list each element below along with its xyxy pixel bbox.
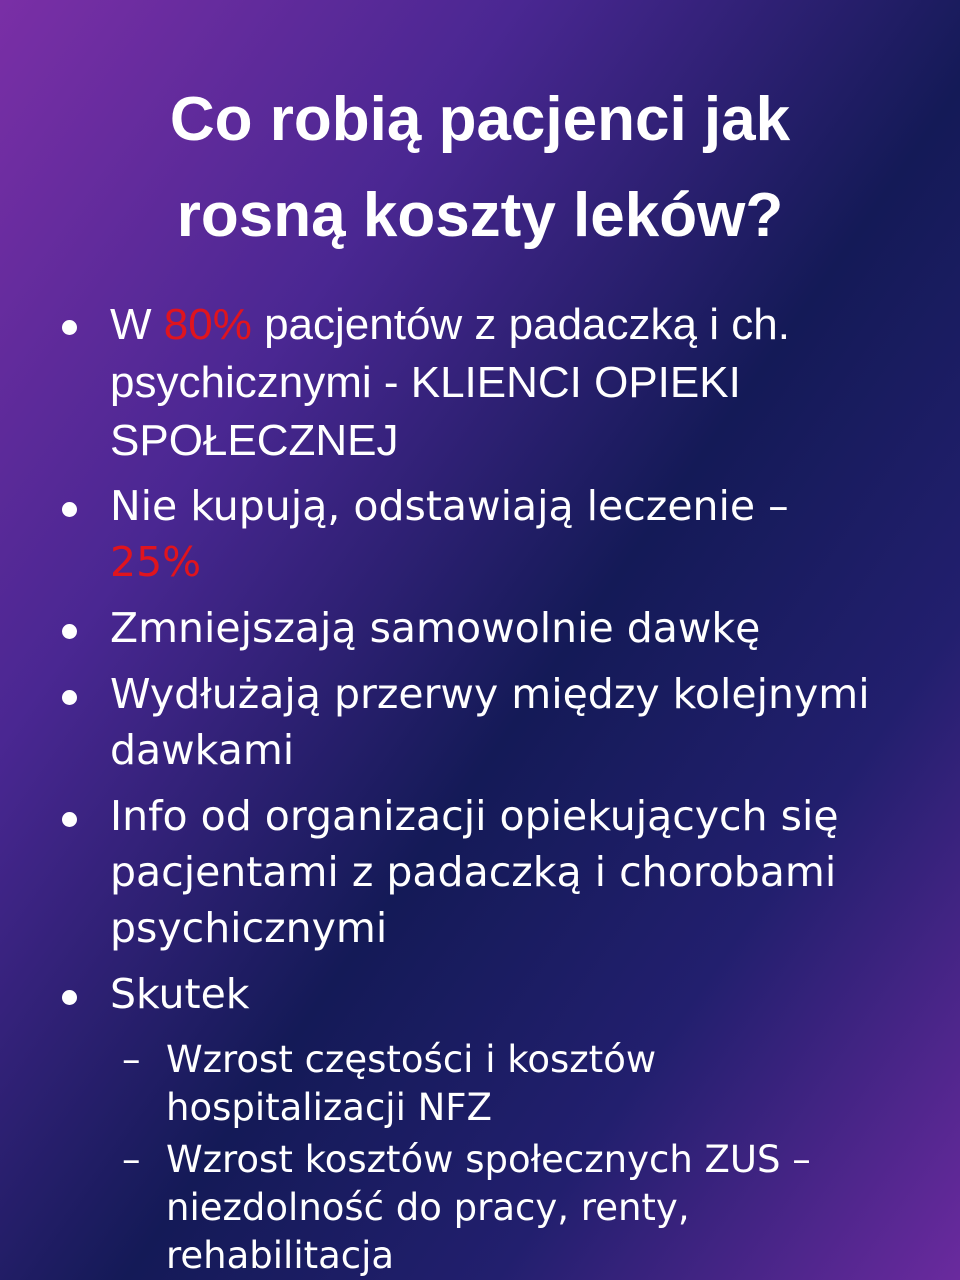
- bullet-text: Wydłużają przerwy między kolejnymi dawkami: [110, 670, 870, 774]
- bullet-item-opieka: [0, 296, 880, 470]
- highlight-25-percent: 25%: [110, 538, 202, 586]
- sub-bullet-text: Wzrost częstości i kosztów hospitalizacji NFZ: [166, 1038, 657, 1129]
- dash-icon: –: [122, 1038, 141, 1081]
- bullet-text: Skutek: [110, 970, 250, 1018]
- title-line-2: rosną koszty leków?: [176, 181, 784, 250]
- bullet-dot-icon: [62, 320, 77, 335]
- sub-bullet-zus: [0, 1136, 906, 1280]
- slide-title: [60, 72, 900, 264]
- bullet-item-dawka: [0, 600, 880, 656]
- bullet-item-skutek: [0, 966, 880, 1022]
- dash-icon: –: [122, 1138, 141, 1181]
- title-line-1: Co robią pacjenci jak: [169, 85, 791, 154]
- bullet-list: [0, 296, 960, 1280]
- bullet-item-przerwy: [0, 666, 880, 778]
- bullet-text: Info od organizacji opiekujących się pacjentami z padaczką i chorobami psychicznymi: [110, 792, 839, 952]
- highlight-80-percent: 80%: [163, 300, 252, 349]
- bullet-text: Nie kupują, odstawiają leczenie – 25%: [110, 482, 789, 586]
- bullet-dot-icon: [62, 990, 77, 1005]
- bullet-text: Zmniejszają samowolnie dawkę: [110, 604, 761, 652]
- bullet-dot-icon: [62, 624, 77, 639]
- bullet-item-leczenie: [0, 478, 880, 590]
- bullet-dot-icon: [62, 502, 77, 517]
- bullet-dot-icon: [62, 690, 77, 705]
- sub-bullet-text: Wzrost kosztów społecznych ZUS – niezdolność do pracy, renty, rehabilitacja: [166, 1138, 811, 1277]
- bullet-dot-icon: [62, 812, 77, 827]
- bullet-text: W 80% pacjentów z padaczką i ch. psychicznymi - KLIENCI OPIEKI SPOŁECZNEJ: [110, 300, 790, 465]
- bullet-item-info: [0, 788, 880, 956]
- sub-bullet-nfz: [0, 1036, 906, 1132]
